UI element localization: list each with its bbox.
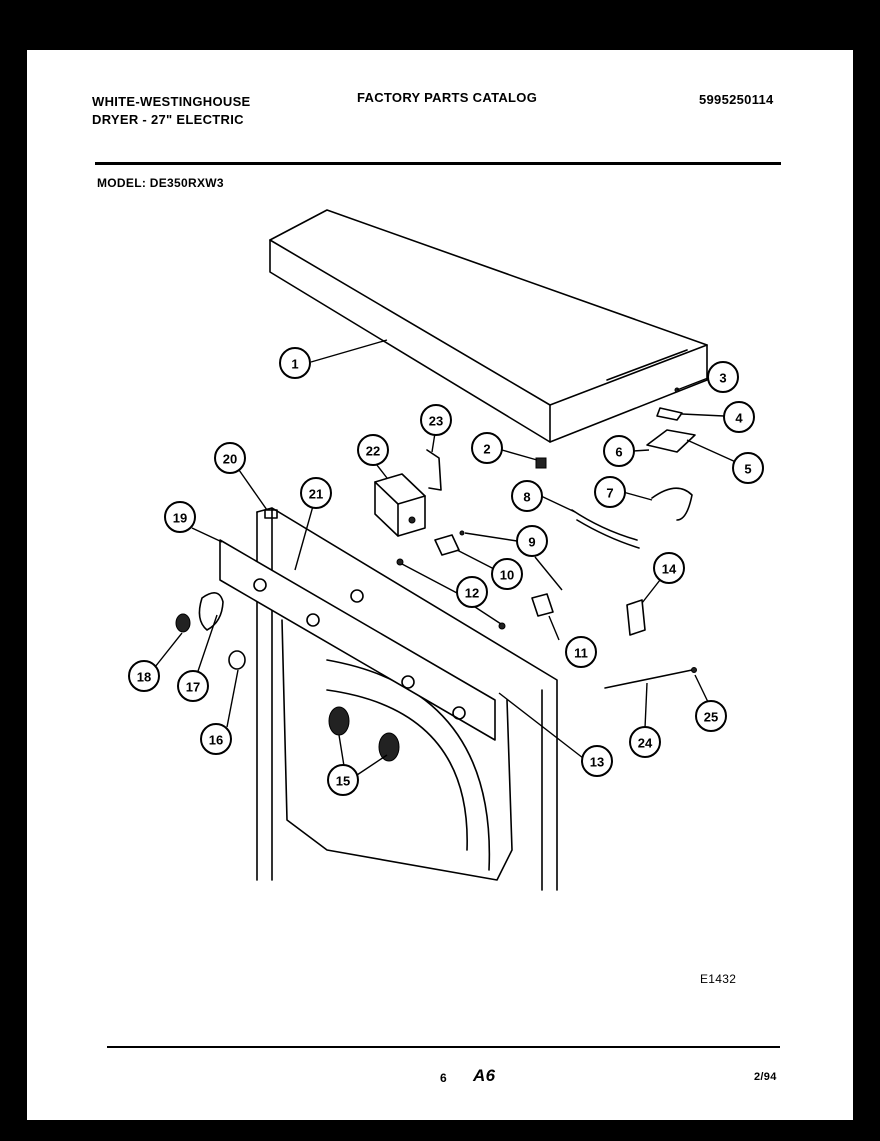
svg-text:15: 15: [335, 773, 351, 789]
svg-text:25: 25: [703, 709, 719, 725]
exploded-parts-diagram: [27, 50, 853, 1120]
callout-17: [178, 671, 208, 701]
callout-5: [733, 453, 763, 483]
callout-6: [604, 436, 634, 466]
top-panel: [270, 210, 707, 442]
footer-rule: [107, 1046, 780, 1048]
model-number: DE350RXW3: [149, 176, 224, 190]
diagram-code: E1432: [700, 972, 737, 986]
callout-19: [165, 502, 195, 532]
svg-text:4: 4: [735, 410, 743, 426]
svg-text:18: 18: [136, 669, 152, 685]
callout-4: [724, 402, 754, 432]
callout-11: [566, 637, 596, 667]
svg-text:14: 14: [661, 561, 677, 577]
svg-text:6: 6: [615, 444, 623, 460]
svg-text:12: 12: [464, 585, 480, 601]
callout-9: [517, 526, 547, 556]
callout-21: [301, 478, 331, 508]
svg-text:2: 2: [483, 441, 491, 457]
callout-23: [421, 405, 451, 435]
section-code: A6: [473, 1066, 496, 1085]
page-number: 6: [440, 1071, 447, 1085]
callout-1: [280, 348, 310, 378]
callout-13: [582, 746, 612, 776]
svg-text:10: 10: [499, 567, 515, 583]
svg-text:19: 19: [172, 510, 188, 526]
model-label: MODEL:: [97, 176, 147, 190]
brand-name: WHITE-WESTINGHOUSE: [92, 94, 251, 109]
svg-text:24: 24: [637, 735, 653, 751]
svg-text:20: 20: [222, 451, 238, 467]
svg-text:17: 17: [185, 679, 201, 695]
callout-3: [708, 362, 738, 392]
svg-text:9: 9: [528, 534, 536, 550]
svg-text:5: 5: [744, 461, 752, 477]
svg-text:11: 11: [574, 645, 588, 661]
callout-14: [654, 553, 684, 583]
callout-18: [129, 661, 159, 691]
callout-12: [457, 577, 487, 607]
callout-7: [595, 477, 625, 507]
callout-24: [630, 727, 660, 757]
callout-22: [358, 435, 388, 465]
product-name: DRYER - 27" ELECTRIC: [92, 112, 244, 127]
svg-text:16: 16: [208, 732, 224, 748]
revision-date: 2/94: [754, 1071, 777, 1083]
callout-20: [215, 443, 245, 473]
callout-16: [201, 724, 231, 754]
svg-text:23: 23: [428, 413, 444, 429]
svg-text:8: 8: [523, 489, 531, 505]
knob-parts: [329, 707, 399, 761]
timer-assembly: [375, 450, 441, 536]
parts-catalog-page: [27, 50, 853, 1120]
callout-8: [512, 481, 542, 511]
svg-text:3: 3: [719, 370, 727, 386]
catalog-title: FACTORY PARTS CATALOG: [357, 90, 538, 105]
svg-text:1: 1: [291, 356, 299, 372]
catalog-number: 5995250114: [699, 92, 774, 107]
callout-2: [472, 433, 502, 463]
svg-text:22: 22: [365, 443, 381, 459]
svg-text:21: 21: [308, 486, 324, 502]
callout-15: [328, 765, 358, 795]
svg-text:13: 13: [589, 754, 605, 770]
callout-25: [696, 701, 726, 731]
control-console: [220, 540, 495, 740]
svg-text:7: 7: [606, 485, 614, 501]
callout-10: [492, 559, 522, 589]
